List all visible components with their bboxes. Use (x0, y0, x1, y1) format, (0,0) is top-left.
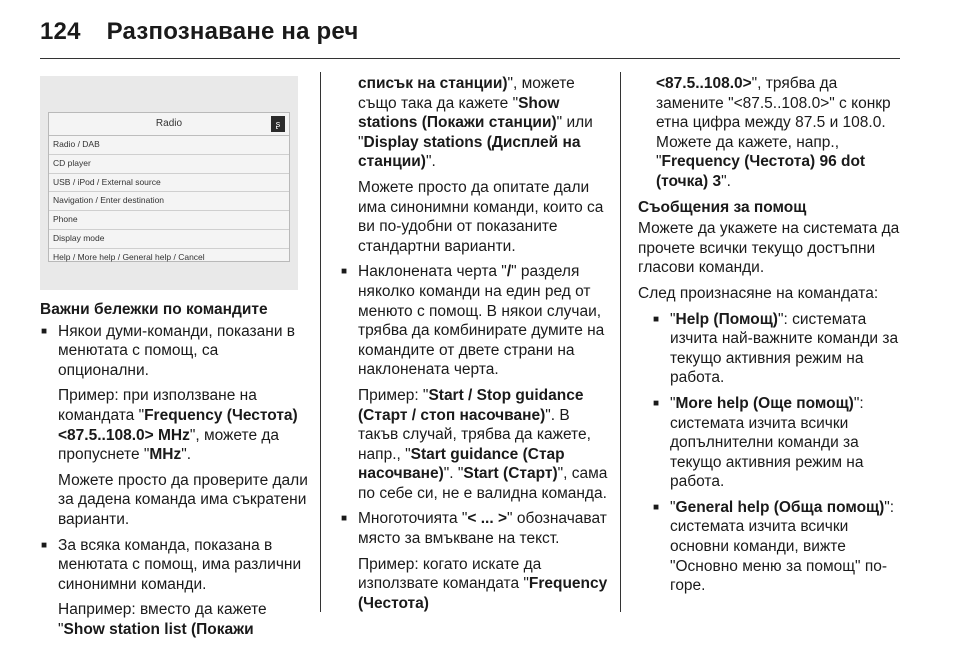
radio-menu-screenshot (40, 76, 298, 290)
menu-item: USB / iPod / External source (49, 174, 289, 193)
radio-help-menu (48, 112, 290, 262)
menu-item: Help / More help / General help / Cancel (53, 251, 205, 262)
voice-logo-icon: ʂ (271, 116, 285, 132)
page-header (40, 18, 358, 46)
column-3: <87.5..108.0>", трябва да замените "<87.5..108.0>" с конкр етна цифра между 87.5 и 108.0. Можете да кажете, напр., "Frequency (Честота) 96 dot (точка) 3". Съобщения за помощ Можете да укажете на системата да прочете всички текущо достъпни гласови команди. След произнасяне на командата: ■ "Help (Помощ)": системата изчита най-важните команди за текущо активния режим на работа. ■ "More help (Още помощ)": системата изчита всички допълнителни команди за текущо активния режим на работа. ■ "General help (Обща помощ)": системата изчита всички основни команди, вижте "Основно меню за помощ" по-горе. (638, 74, 904, 602)
bullet-item: ■ Някои думи-команди, показани в менютата с помощ, са опционални. Пример: при използване на командата "Frequency (Честота) <87.5..108.0> MHz", можете да пропуснете "MHz". Можете просто да проверите дали за дадена команда има съкратени варианти. (40, 322, 308, 530)
menu-item: CD player (49, 155, 289, 174)
column-1 (40, 300, 308, 646)
column-divider-1 (320, 72, 321, 612)
bullet-item: ■ "General help (Обща помощ)": системата изчита всички основни команди, вижте "Основно меню за помощ" по-горе. (652, 498, 904, 596)
page-number: 124 (40, 18, 81, 45)
column-2: списък на станции)", можете също така да кажете "Show stations (Покажи станции)" или "Display stations (Дисплей на станции)". Можете просто да опитате дали има синонимни команди, които са ви по-удобни от показаните стандартни варианти. ■ Наклонената черта "/" разделя няколко команди на един ред от менюто с помощ. В някои случаи, трябва да комбинирате думите на командите от двете страни на наклонената черта. Пример: "Start / Stop guidance (Старт / стоп насочване)". В такъв случай, трябва да кажете, напр., "Start guidance (Стар насочване)". "Start (Старт)", сама по себе си, не е валидна команда. ■ Многоточията "< ... >" обозначават място за вмъкване на текст. Пример: когато искате да използвате командата "Frequency (Честота) (340, 74, 608, 619)
menu-item: Radio / DAB (49, 136, 289, 155)
page-title: Разпознаване на реч (106, 18, 359, 45)
menu-title: Radio ʂ (49, 113, 289, 136)
header-rule (40, 58, 900, 59)
bullet-item: ■ Наклонената черта "/" разделя няколко команди на един ред от менюто с помощ. В някои случаи, трябва да комбинирате думите на командите от двете страни на наклонената черта. Пример: "Start / Stop guidance (Старт / стоп насочване)". В такъв случай, трябва да кажете, напр., "Start guidance (Стар насочване)". "Start (Старт)", сама по себе си, не е валидна команда. (340, 262, 608, 503)
bullet-item: ■ За всяка команда, показана в менютата с помощ, има различни синонимни команди. Например: вместо да кажете "Show station list (Покажи (40, 536, 308, 640)
menu-item: Navigation / Enter destination (49, 192, 289, 211)
menu-item: Phone (49, 211, 289, 230)
bullet-item: ■ Многоточията "< ... >" обозначават място за вмъкване на текст. Пример: когато искате да използвате командата "Frequency (Честота) (340, 509, 608, 613)
menu-item: Display mode (49, 230, 289, 249)
column-divider-2 (620, 72, 621, 612)
section-heading: Съобщения за помощ (638, 198, 807, 216)
bullet-item: ■ "More help (Още помощ)": системата изчита всички допълнителни команди за текущо активния режим на работа. (652, 394, 904, 492)
section-heading: Важни бележки по командите (40, 301, 268, 318)
bullet-item: ■ "Help (Помощ)": системата изчита най-важните команди за текущо активния режим на работа. (652, 310, 904, 388)
